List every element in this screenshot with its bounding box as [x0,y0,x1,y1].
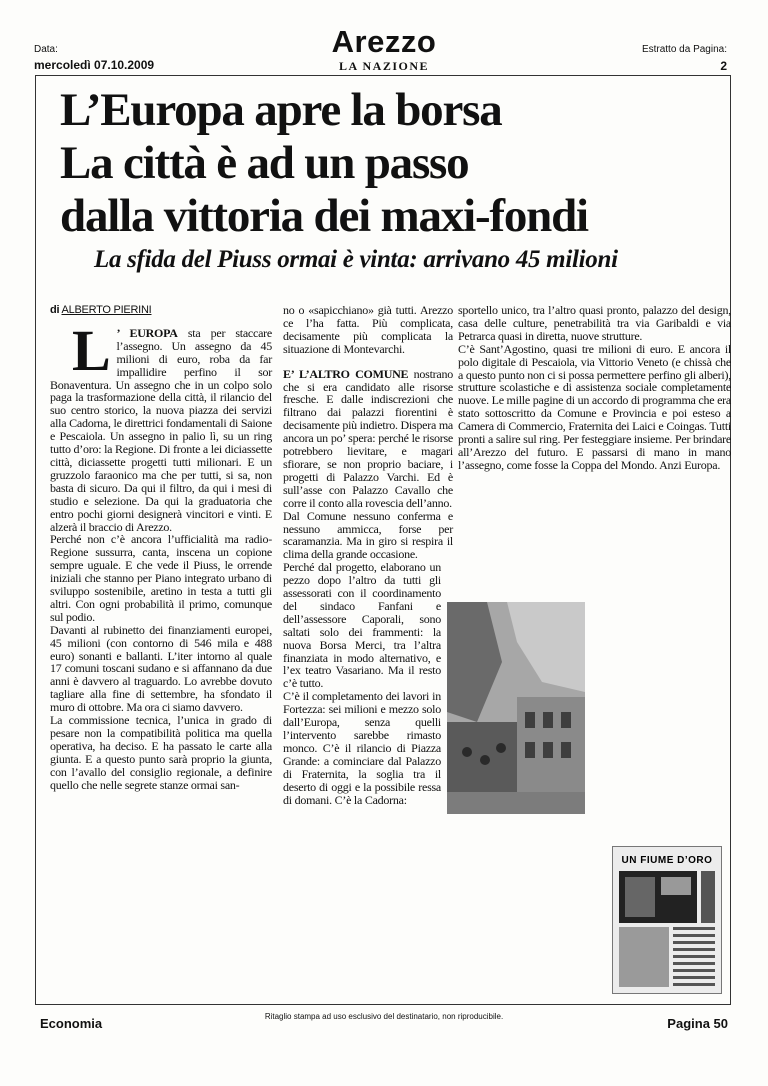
paragraph: Dal Comune nessuno conferma e nessuno ammicca, forse per scaramanzia. Ma in giro si respira il clima della grande occasione. [283,508,453,562]
page-thumbnail [612,846,722,994]
paragraph: sportello unico, tra l’altro quasi pronto, palazzo del design, casa delle culture, penetrabilità tra via Garibaldi e via Petrarca quasi in diretta, nuove strutture. [458,303,731,343]
byline-prefix: di [50,304,60,316]
byline [50,304,272,317]
date-value: mercoledì 07.10.2009 [34,58,155,72]
section-paragraph [283,368,453,510]
drop-cap: L [72,317,111,383]
publication-name: LA NAZIONE [338,59,430,73]
publication-city: Arezzo [331,24,437,59]
paragraph-text: nostrano che si era candidato alle risorse fresche. E dalle indiscrezioni che filtrano dai palazzi fiorentini è decisamente più indietro. Dispera ma ancora un po’ spera: perché le risorse potrebbero lievitare, e magari sfiorare, se non proprio baciare, i progetti di Palazzo Varchi. Ed è sull’asse con Palazzo Cavallo che corre il conto alla rovescia dell’anno. [283,366,453,510]
headline-line: dalla vittoria dei maxi-fondi [60,190,588,242]
subheadline: La sfida del Piuss ormai è vinta: arrivano 45 milioni [94,246,618,273]
paragraph: Perché non c’è ancora l’ufficialità ma radio-Regione sussurra, canta, inscena un copione sempre uguale. E che vede il Piuss, le orrende iniziali che stanno per Piano integrato urbano di sviluppo sostenibile, aretino in testa a tutti gli altri. Con ogni probabilità il primo, comunque sul podio. [50,532,272,624]
headline [60,84,720,243]
headline-line: La città è ad un passo [60,137,469,189]
footer-copyright-note: Ritaglio stampa ad uso esclusivo del destinatario, non riproducibile. [264,1012,504,1021]
article-column-2 [283,304,453,806]
lead-paragraph [50,317,272,534]
paragraph: Davanti al rubinetto dei finanziamenti europei, 45 milioni (con contorno di 546 mila e 488 euro) sonanti e ballanti. L’iter intorno al quale 17 comuni toscani sudano e si affannano da due anni è davvero al traguardo. Lo avrebbe dovuto tagliare alla fine di settembre, ha sfondato il muro di ottobre. Ma ora ci siamo davvero. [50,622,272,715]
paragraph: Perché dal progetto, elaborano un pezzo dopo l’altro da tutti gli assessorati con il coordinamento del sindaco Fanfani e dell’assessore Caporali, sono saltati solo dei frammenti: la nuova Borsa Merci, tra l’altra finanziata in modo alternativo, e l’ex teatro Vasariano. Ma il resto c’è tutto. [283,560,441,691]
paragraph-text: sta per staccare l’assegno. Un assegno da 45 milioni di euro, roba da far impallidire perfino il sor Bonaventura. Un assegno che in un colpo solo paga la trasformazione della città, il rilancio del suo centro storico, la nuova piazza dei servizi alla Cadorna, le direttrici fondamentali di Saione e Pescaiola. Un assegno in palio lì, su un ring tutto d’oro: la Regione. Di fronte a lei diciassette città, diciassette progetti tutti milionari. E un gruzzolo faraonico ma che per tutti, si sa, non basta di sicuro. Da qui il filtro, da qui i mesi di studio e selezione. Da qui la graduatoria che entro pochi giorni designerà vincitori e vinti. E alzerà il braccio di Arezzo. [50,325,272,534]
paragraph: no o «sapicchiano» già tutti. Arezzo ce l’ha fatta. Più complicata, decisamente più complicata la situazione di Montevarchi. [283,303,453,356]
byline-author: ALBERTO PIERINI [61,304,152,316]
thumbnail-layout-illustration [613,847,721,993]
paragraph: La commissione tecnica, l’unica in grado di pesare non la compatibilità politica ma quella operativa, ha deciso. E ha passato le carte alla giunta. E a questo punto sarà proprio la giunta, con l’avallo del consiglio regionale, a definire quello che nelle segrete stanze ormai san- [50,713,272,792]
paragraph: C’è Sant’Agostino, quasi tre milioni di euro. E ancora il polo digitale di Pescaiola, via Vittorio Veneto (e chissà che a questo punto non ci si possa permettere perfino gli alberi), strutture scolastiche e di assistenza sociale completamente nuove. Le mille pagine di un accordo di programma che era stato sottoscritto da Comune e Provincia e poi esteso a Camera di Commercio, Fraternita dei Laici e Coingas. Tutti pronti a salire sul ring. Per festeggiare insieme. Per brindare all’Arezzo del futuro. E passarsi di mano in mano l’assegno, come fosse la Coppa del Mondo. Anzi Europa. [458,341,731,472]
excerpt-label: Estratto da Pagina: [641,44,727,55]
lead-caps: ’ EUROPA [116,325,178,340]
section-lead: E’ L’ALTRO COMUNE [283,366,409,381]
excerpt-page-number: 2 [720,59,727,73]
thumbnail-title: UN FIUME D’ORO [621,855,713,866]
photo-illustration [447,602,585,814]
headline-line: L’Europa apre la borsa [60,84,502,136]
footer-section-name: Economia [40,1016,103,1031]
date-label: Data: [34,44,58,55]
article-photo [447,602,585,814]
article-column-1 [50,304,272,792]
footer-page-number: Pagina 50 [667,1016,728,1031]
article-column-3 [458,304,731,472]
paragraph: C’è il completamento dei lavori in Fortezza: sei milioni e mezzo solo dall’Europa, senza quelli l’intervento sarebbe rimasto monco. C’è il rilancio di Piazza Grande: a cominciare dal Palazzo di Fraternita, la soglia tra il deserto di oggi e la possibile ressa di domani. C’è la Cadorna: [283,689,441,807]
